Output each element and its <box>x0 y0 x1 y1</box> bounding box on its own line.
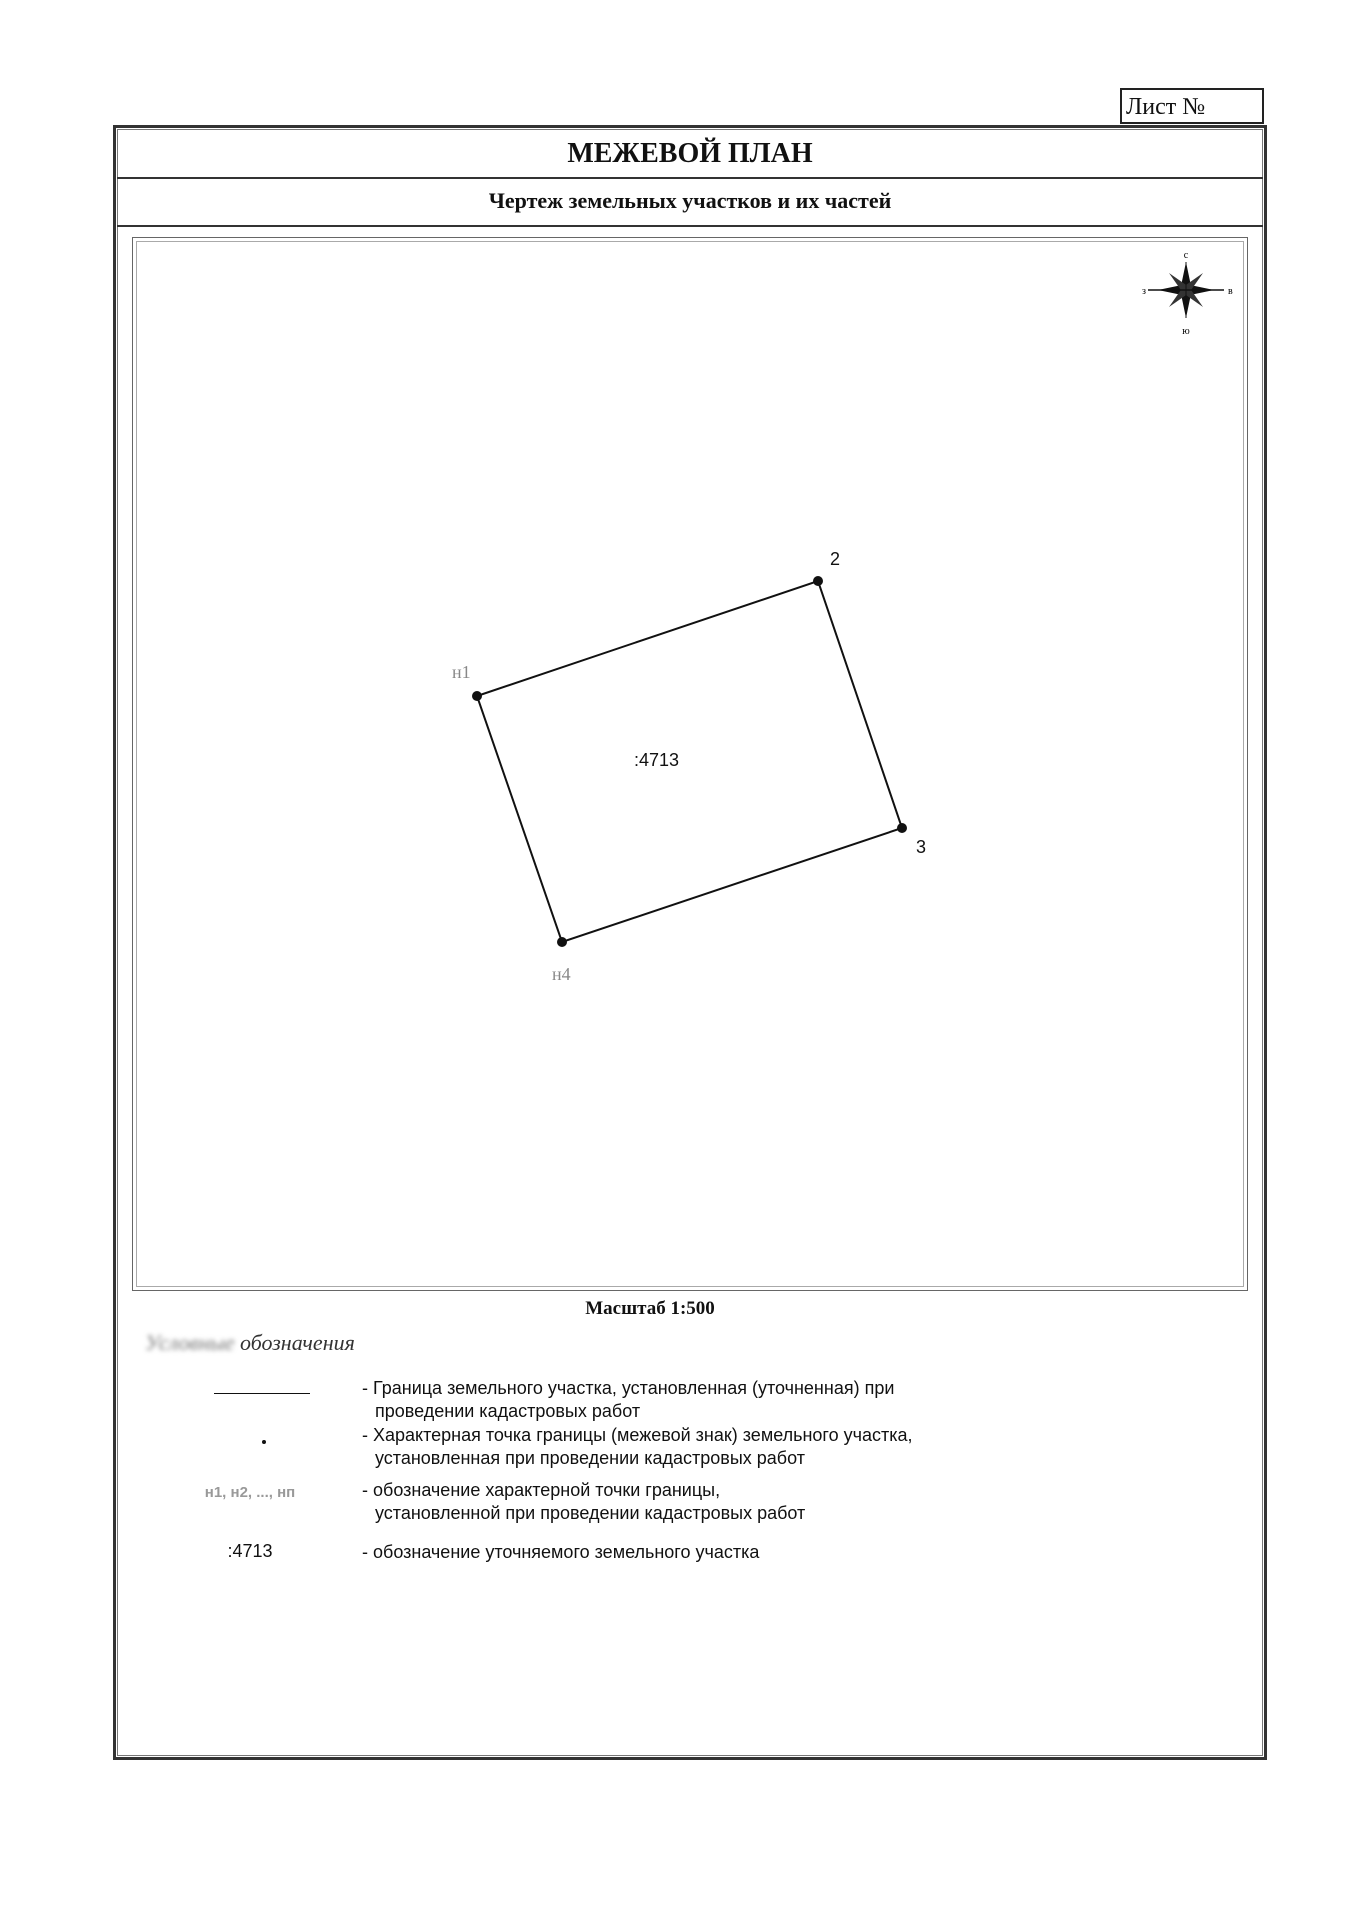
point-label-n1: н1 <box>452 662 471 682</box>
boundary-point-2 <box>813 576 823 586</box>
legend-item-3-line1: - обозначение характерной точки границы, <box>362 1480 721 1500</box>
legend-title-blurred: Условные <box>145 1330 235 1355</box>
compass-south: ю <box>1182 326 1190 337</box>
legend-boundary-line-symbol <box>214 1393 310 1394</box>
compass-west: з <box>1142 286 1146 297</box>
legend-item-point <box>362 1424 1082 1470</box>
legend-item-point-label <box>362 1479 1082 1525</box>
boundary-point-n1 <box>472 691 482 701</box>
point-label-n4: н4 <box>552 964 571 984</box>
legend-point-label-symbol: н1, н2, ..., нп <box>204 1484 296 1501</box>
compass-rose-icon <box>1142 250 1233 337</box>
compass-east: в <box>1228 286 1233 297</box>
legend-title <box>145 1330 355 1356</box>
legend-item-1-line2: проведении кадастровых работ <box>375 1401 641 1421</box>
point-label-3: 3 <box>916 837 927 857</box>
legend-item-2-line2: установленная при проведении кадастровых работ <box>375 1448 805 1468</box>
legend-item-parcel <box>362 1541 1082 1564</box>
parcel-label: :4713 <box>634 750 680 770</box>
sheet-number-label: Лист № <box>1126 94 1206 120</box>
legend-point-symbol <box>262 1440 266 1444</box>
compass-north: с <box>1183 250 1189 261</box>
legend-item-3-line2: установленной при проведении кадастровых работ <box>375 1503 806 1523</box>
document-title: МЕЖЕВОЙ ПЛАН <box>117 129 1263 179</box>
point-label-2: 2 <box>830 549 841 569</box>
boundary-point-n4 <box>557 937 567 947</box>
legend-item-boundary <box>362 1377 1082 1423</box>
document-subtitle: Чертеж земельных участков и их частей <box>117 181 1263 227</box>
legend-item-2-line1: - Характерная точка границы (межевой знак) земельного участка, <box>362 1425 913 1445</box>
legend-item-1-line1: - Граница земельного участка, установленная (уточненная) при <box>362 1378 895 1398</box>
scale-label: Масштаб 1:500 <box>585 1298 715 1319</box>
parcel-boundary <box>477 581 902 942</box>
legend-parcel-code-symbol: :4713 <box>227 1541 273 1561</box>
boundary-point-3 <box>897 823 907 833</box>
legend-item-4-line1: - обозначение уточняемого земельного участка <box>362 1542 760 1562</box>
legend-title-rest: обозначения <box>240 1330 355 1355</box>
